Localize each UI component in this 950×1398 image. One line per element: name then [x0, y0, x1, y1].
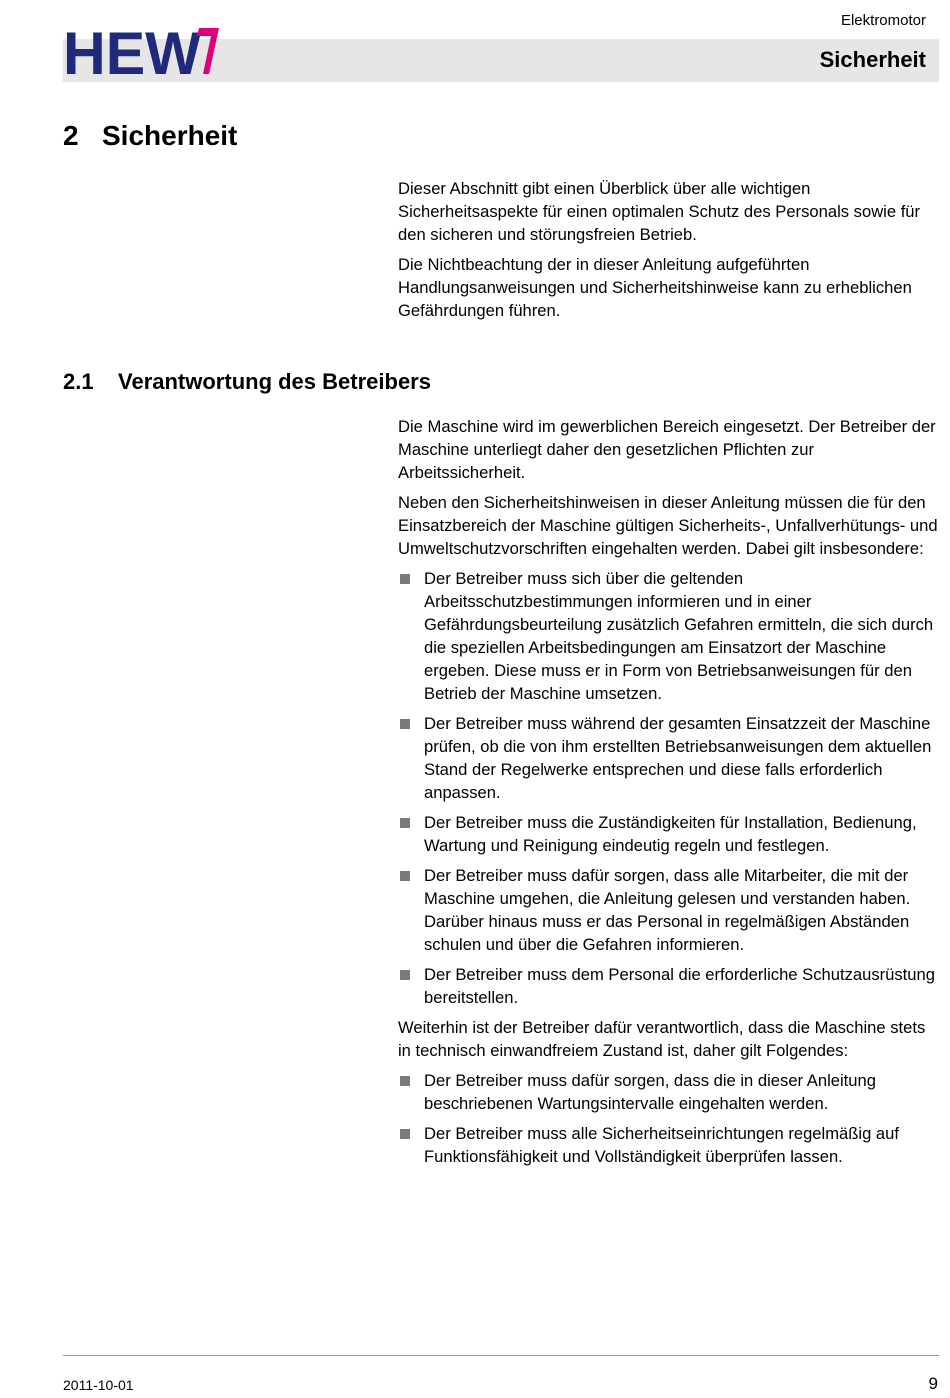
body-paragraph: Die Maschine wird im gewerblichen Bereich eingesetzt. Der Betreiber der Maschine unterliegt daher den gesetzlichen Pflichten zur Arbeitssicherheit.	[398, 417, 936, 482]
bullet-square-icon	[400, 719, 410, 729]
body-paragraph: Weiterhin ist der Betreiber dafür verantwortlich, dass die Maschine stets in technisch einwandfreiem Zustand ist, daher gilt Folgendes:	[398, 1018, 926, 1060]
footer-divider	[63, 1355, 939, 1356]
chapter-title: Sicherheit	[102, 120, 238, 151]
intro-block	[398, 177, 938, 329]
intro-paragraph: Die Nichtbeachtung der in dieser Anleitung aufgeführten Handlungsanweisungen und Sicherheitshinweise kann zu erheblichen Gefährdungen führen.	[398, 255, 912, 320]
list-item-text: Der Betreiber muss dem Personal die erforderliche Schutzausrüstung bereitstellen.	[424, 965, 935, 1007]
list-item-text: Der Betreiber muss alle Sicherheitseinrichtungen regelmäßig auf Funktionsfähigkeit und Vollständigkeit überprüfen lassen.	[424, 1124, 899, 1166]
bullet-square-icon	[400, 1129, 410, 1139]
logo-text: HEW	[63, 26, 202, 76]
page-number: 9	[928, 1374, 938, 1393]
header-section-title: Sicherheit	[819, 47, 926, 72]
doc-label: Elektromotor	[840, 12, 926, 29]
chapter-number: 2	[63, 120, 79, 151]
list-item	[398, 963, 938, 1009]
bullet-square-icon	[400, 871, 410, 881]
list-item	[398, 811, 938, 857]
section-number: 2.1	[63, 369, 94, 394]
body-paragraph: Neben den Sicherheitshinweisen in dieser Anleitung müssen die für den Einsatzbereich der Maschine gültigen Sicherheits-, Unfallverhütungs- und Umweltschutzvorschriften eingehalten werden. Dabei gilt insbesondere:	[398, 493, 938, 558]
list-item-text: Der Betreiber muss sich über die geltenden Arbeitsschutzbestimmungen informieren und in einer Gefährdungsbeurteilung zusätzlich Gefahren ermitteln, die sich durch die speziellen Arbeitsbedingungen am Einsatzort der Maschine ergeben. Diese muss er in Form von Betriebsanweisungen für den Betrieb der Maschine umsetzen.	[424, 569, 934, 703]
bullet-square-icon	[400, 574, 410, 584]
intro-paragraph: Dieser Abschnitt gibt einen Überblick über alle wichtigen Sicherheitsaspekte für einen optimalen Schutz des Personals sowie für den sicheren und störungsfreien Betrieb.	[398, 179, 921, 244]
bullet-square-icon	[400, 1076, 410, 1086]
list-item	[398, 1122, 938, 1168]
bullet-square-icon	[400, 970, 410, 980]
section-heading	[63, 369, 431, 395]
section-body	[398, 415, 938, 1175]
list-item-text: Der Betreiber muss dafür sorgen, dass die in dieser Anleitung beschriebenen Wartungsintervalle eingehalten werden.	[424, 1071, 876, 1113]
list-item-text: Der Betreiber muss die Zuständigkeiten für Installation, Bedienung, Wartung und Reinigung eindeutig regeln und festlegen.	[424, 813, 917, 855]
footer-date: 2011-10-01	[63, 1377, 134, 1393]
list-item-extra-text: Darüber hinaus muss er das Personal in regelmäßigen Abständen schulen und über die Gefahren informieren.	[424, 912, 910, 954]
bullet-square-icon	[400, 818, 410, 828]
hew-logo	[63, 26, 219, 76]
list-item-text: Der Betreiber muss während der gesamten Einsatzzeit der Maschine prüfen, ob die von ihm erstellten Betriebsanweisungen dem aktuellen Stand der Regelwerke entsprechen und diese falls erforderlich anpassen.	[424, 714, 932, 802]
section-title: Verantwortung des Betreibers	[118, 369, 431, 394]
list-item	[398, 1069, 938, 1115]
list-item	[398, 864, 938, 956]
bullet-list	[398, 1069, 938, 1168]
list-item	[398, 712, 938, 804]
list-item	[398, 567, 938, 705]
list-item-text: Der Betreiber muss dafür sorgen, dass alle Mitarbeiter, die mit der Maschine umgehen, die Anleitung gelesen und verstanden haben.	[424, 866, 911, 908]
bullet-list	[398, 567, 938, 1009]
chapter-heading	[63, 120, 237, 152]
